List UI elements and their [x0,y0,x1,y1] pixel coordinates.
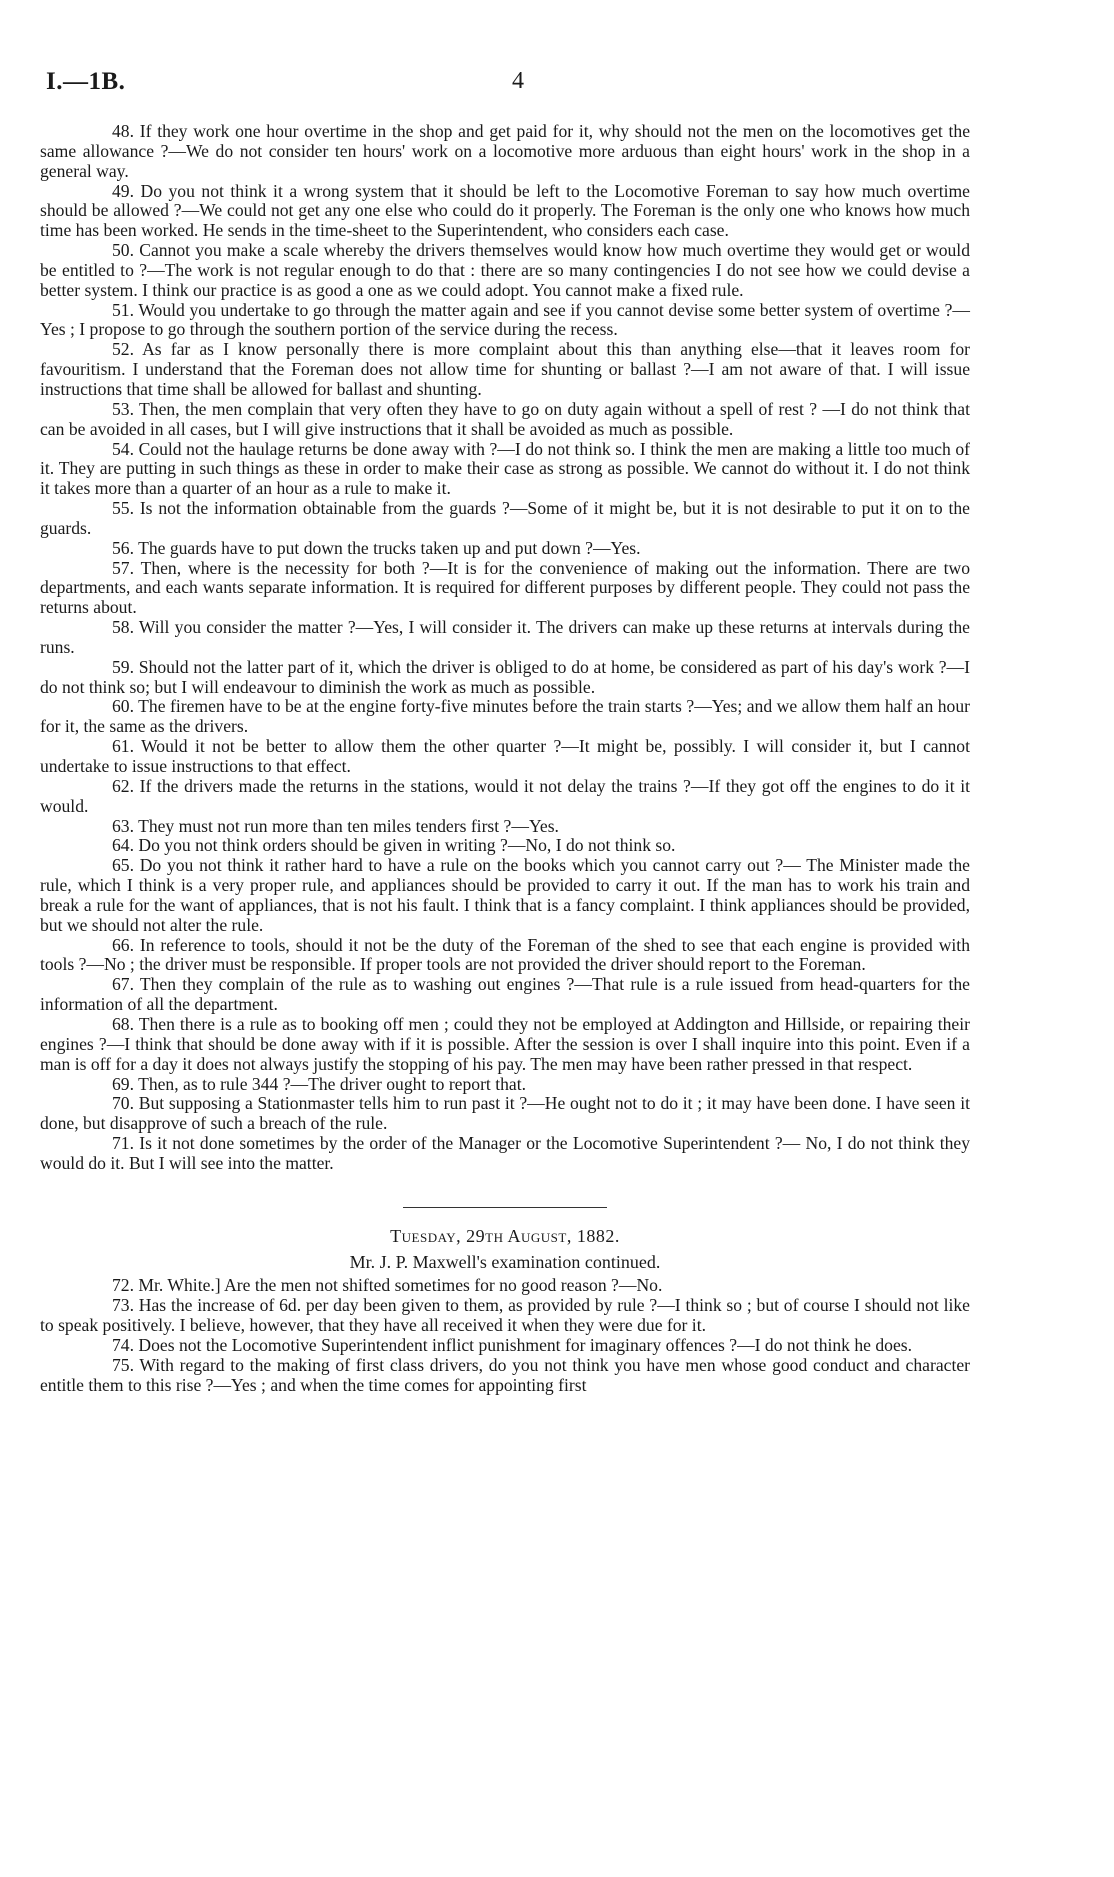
document-reference: I.—1B. [46,68,126,95]
question-paragraph: 63. They must not run more than ten miles tenders first ?—Yes. [112,815,559,836]
question-paragraph: 59. Should not the latter part of it, which the driver is obliged to do at home, be considered as part of his day's work ?—I do not think so; but I will endeavour to diminish the work as much as possible. [40,656,970,697]
question-paragraph: 51. Would you undertake to go through the matter again and see if you cannot devise some better system of overtime ?—Yes ; I propose to go through the southern portion of the service during the recess. [40,299,970,340]
examination-subtitle: Mr. J. P. Maxwell's examination continued. [349,1251,661,1272]
question-paragraph: 74. Does not the Locomotive Superintendent inflict punishment for imaginary offences ?—I do not think he does. [112,1334,913,1355]
question-paragraph: 48. If they work one hour overtime in the shop and get paid for it, why should not the men on the locomotives get the same allowance ?—We do not consider ten hours' work on a locomotive more arduous than eight hours' work in the shop in a general way. [40,121,970,181]
question-paragraph: 58. Will you consider the matter ?—Yes, I will consider it. The drivers can make up these returns at intervals during the runs. [40,617,970,657]
section-divider [403,1207,607,1208]
question-paragraph: 68. Then there is a rule as to booking off men ; could they not be employed at Addington and Hillside, or repairing their engines ?—I think that should be done away with if it is possible. After the session is over I shall inquire into this point. Even if a man is off for a day it does not always justify the stopping of his pay. The men may have been rather pressed in that respect. [40,1013,970,1074]
question-paragraph: 73. Has the increase of 6d. per day been given to them, as provided by rule ?—I think so ; but of course I should not like to speak positively. I believe, however, that they have all received it when they were due for it. [40,1295,970,1336]
question-paragraph: 60. The firemen have to be at the engine forty-five minutes before the train starts ?—Yes; and we allow them half an hour for it, the same as the drivers. [40,696,970,737]
question-paragraph: 57. Then, where is the necessity for both ?—It is for the convenience of making out the information. There are two departments, and each wants separate information. It is required for different purposes by different people. They could not pass the returns about. [40,557,970,618]
question-paragraph: 72. Mr. White.] Are the men not shifted sometimes for no good reason ?—No. [112,1275,663,1296]
question-paragraph: 65. Do you not think it rather hard to have a rule on the books which you cannot carry out ?— The Minister made the rule, which I think is a very proper rule, and appliances should be provided to carry it out. If the man has to work his train and break a rule for the want of appliances, that is not his fault. I think that is a fancy complaint. I think appliances should be provided, but we should not alter the rule. [40,855,970,935]
question-paragraph: 54. Could not the haulage returns be done away with ?—I do not think so. I think the men are making a little too much of it. They are putting in such things as these in order to make their case as strong as possible. We cannot do without it. I do not think it takes more than a quarter of an hour as a rule to make it. [40,438,970,499]
question-paragraph: 69. Then, as to rule 344 ?—The driver ought to report that. [112,1073,527,1094]
question-paragraph: 52. As far as I know personally there is more complaint about this than anything else—that it leaves room for favouritism. I understand that the Foreman does not allow time for shunting or ballast ?—I am not aware of that. I will issue instructions that time shall be allowed for ballast and shunting. [40,339,970,399]
question-paragraph: 70. But supposing a Stationmaster tells him to run past it ?—He ought not to do it ; it may have been done. I have seen it done, but disapprove of such a breach of the rule. [40,1093,970,1134]
session-date: Tuesday, 29th August, 1882. [390,1225,620,1246]
questions-part-2 [40,1276,970,1395]
question-paragraph: 75. With regard to the making of first class drivers, do you not think you have men whose good conduct and character entitle them to this rise ?—Yes ; and when the time comes for appointing first [40,1354,970,1395]
questions-part-1 [40,122,970,1174]
question-paragraph: 62. If the drivers made the returns in the stations, would it not delay the trains ?—If they got off the engines to do it it would. [40,775,970,816]
question-paragraph: 61. Would it not be better to allow them the other quarter ?—It might be, possibly. I will consider it, but I cannot undertake to issue instructions to that effect. [40,736,970,776]
question-paragraph: 55. Is not the information obtainable from the guards ?—Some of it might be, but it is not desirable to put it on to the guards. [40,498,970,538]
question-paragraph: 71. Is it not done sometimes by the order of the Manager or the Locomotive Superintendent ?— No, I do not think they would do it. But I will see into the matter. [40,1133,970,1173]
question-paragraph: 49. Do you not think it a wrong system that it should be left to the Locomotive Foreman to say how much overtime should be allowed ?—We could not get any one else who could do it properly. The Foreman is the only one who knows how much time has been worked. He sends in the time-sheet to the Superintendent, who considers each case. [40,180,970,241]
question-paragraph: 67. Then they complain of the rule as to washing out engines ?—That rule is a rule issued from head-quarters for the information of all the department. [40,974,970,1015]
question-paragraph: 56. The guards have to put down the trucks taken up and put down ?—Yes. [112,537,641,558]
question-paragraph: 66. In reference to tools, should it not be the duty of the Foreman of the shed to see that each engine is provided with tools ?—No ; the driver must be responsible. If proper tools are not provided the driver should report to the Foreman. [40,934,970,975]
page-number: 4 [512,68,524,94]
question-paragraph: 53. Then, the men complain that very often they have to go on duty again without a spell of rest ? —I do not think that can be avoided in all cases, but I will give instructions that it shall be avoided as much as possible. [40,398,970,439]
document-body [40,122,970,1395]
question-paragraph: 50. Cannot you make a scale whereby the drivers themselves would know how much overtime they would get or would be entitled to ?—The work is not regular enough to do that : there are so many contingencies I do not see how we could devise a better system. I think our practice is as good a one as we could adopt. You cannot make a fixed rule. [40,240,970,300]
question-paragraph: 64. Do you not think orders should be given in writing ?—No, I do not think so. [112,835,676,856]
